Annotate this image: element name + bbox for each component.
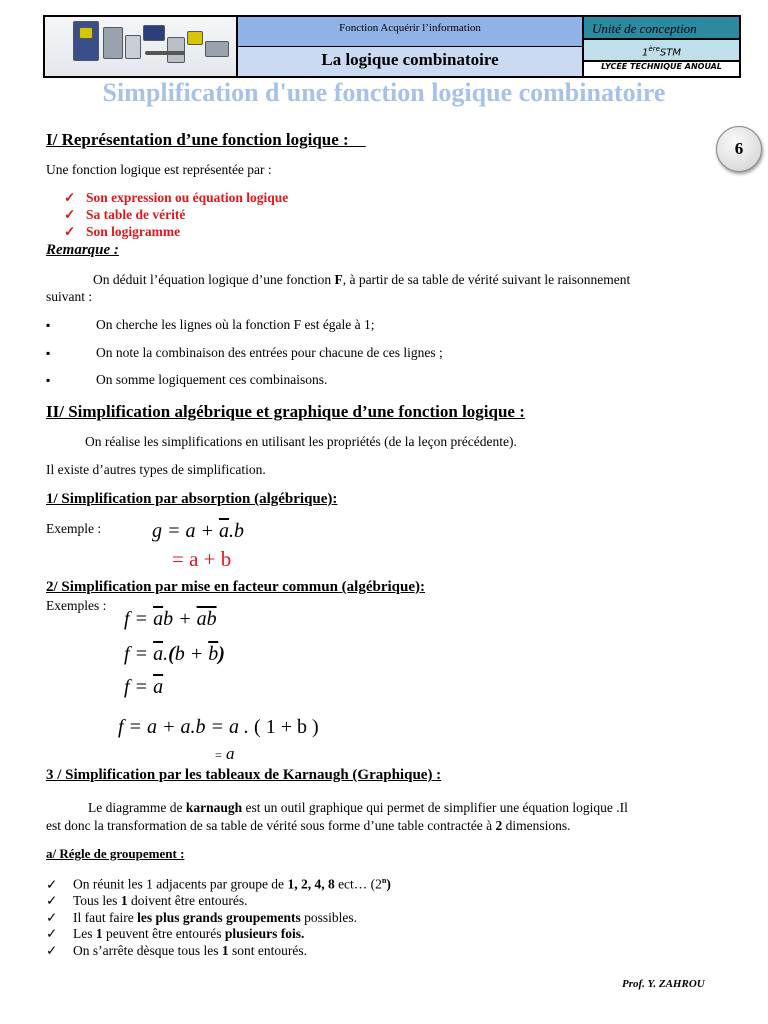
- representation-list: [64, 190, 288, 241]
- factor-equation-4: f = a + a.b = a . ( 1 + b ): [118, 716, 319, 738]
- list-item: ✓ Son logigramme: [64, 224, 181, 239]
- sub2-example-label: Exemples :: [46, 598, 107, 613]
- section1-title: I/ Représentation d’une fonction logique :: [46, 130, 349, 149]
- remark-title: Remarque :: [46, 242, 119, 258]
- section2-p1: On réalise les simplifications en utilisant les propriétés (de la leçon précédente).: [85, 434, 517, 449]
- page-number-badge: 6: [716, 126, 762, 172]
- remark-line1: On déduit l’équation logique d’une fonction F, à partir de sa table de vérité suivant le raisonnement: [93, 272, 631, 287]
- list-item: ✓ Les 1 peuvent être entourés plusieurs fois.: [46, 926, 305, 941]
- list-item: ✓ Tous les 1 doivent être entourés.: [46, 893, 248, 908]
- sub1-example-label: Exemple :: [46, 521, 102, 536]
- check-icon: ✓: [46, 909, 58, 925]
- check-icon: ✓: [46, 942, 58, 958]
- absorption-equation: $g = a + \overline{a}.b$: [152, 520, 244, 542]
- school-label: LYCÉE TECHNIQUE ANOUAL: [582, 60, 739, 76]
- list-item: ✓ Sa table de vérité: [64, 207, 186, 222]
- check-icon: ✓: [64, 224, 76, 239]
- list-item: ✓ Il faut faire les plus grands groupements possibles.: [46, 909, 358, 925]
- factor-equation-3: $f = \overline{a}$: [124, 676, 164, 698]
- function-label: Fonction Acquérir l’information: [238, 17, 582, 47]
- factor-equation-4-result: = a: [215, 744, 235, 763]
- section2-p2: Il existe d’autres types de simplification.: [46, 462, 266, 477]
- factor-equation-2: $f = \overline{a}.(b + \overline{b})$: [124, 643, 225, 665]
- check-icon: ✓: [46, 893, 58, 908]
- square-bullet-icon: ▪: [46, 318, 51, 332]
- list-item: ✓ On réunit les 1 adjacents par groupe de 1, 2, 4, 8 ect… (2$^n$): [46, 876, 391, 892]
- rules-title: a/ Régle de groupement :: [46, 846, 185, 861]
- header-table: [43, 15, 741, 78]
- sub3-title: 3 / Simplification par les tableaux de Karnaugh (Graphique) :: [46, 767, 442, 783]
- square-bullet-icon: ▪: [46, 346, 51, 360]
- author-footer: Prof. Y. ZAHROU: [622, 978, 705, 990]
- list-item: ▪ On note la combinaison des entrées pour chacune de ces lignes ;: [46, 345, 443, 360]
- list-item: ✓ Son expression ou équation logique: [64, 190, 289, 205]
- section2-title: II/ Simplification algébrique et graphique d’une fonction logique :: [46, 402, 525, 421]
- check-icon: ✓: [64, 207, 76, 222]
- grouping-rules-list: [46, 873, 391, 959]
- remark-line2: suivant :: [46, 289, 93, 304]
- sub1-title: 1/ Simplification par absorption (algébrique):: [46, 491, 338, 507]
- check-icon: ✓: [64, 190, 76, 205]
- sensors-image: [45, 17, 238, 76]
- list-item: ▪ On somme logiquement ces combinaisons.: [46, 372, 328, 387]
- karnaugh-paragraph-line2: est donc la transformation de sa table de vérité sous forme d’une table contractée à 2 dimensions.: [46, 818, 571, 833]
- square-bullet-icon: ▪: [46, 373, 51, 387]
- section1-intro: Une fonction logique est représentée par :: [46, 162, 272, 177]
- lesson-title: La logique combinatoire: [238, 47, 582, 76]
- factor-equation-1: $f = \overline{a}b + \overline{ab}$: [124, 608, 217, 630]
- sub2-title: 2/ Simplification par mise en facteur commun (algébrique):: [46, 579, 425, 595]
- class-label: 1èreSTM: [582, 38, 739, 60]
- page-title: Simplification d'une fonction logique combinatoire: [102, 78, 666, 107]
- unit-label: Unité de conception: [582, 17, 739, 38]
- karnaugh-paragraph-line1: Le diagramme de karnaugh est un outil graphique qui permet de simplifier une équation logique .Il: [88, 800, 628, 815]
- list-item: ✓ On s’arrête dèsque tous les 1 sont entourés.: [46, 942, 307, 958]
- list-item: ▪ On cherche les lignes où la fonction F est égale à 1;: [46, 317, 375, 332]
- check-icon: ✓: [46, 876, 58, 892]
- absorption-result: = a + b: [172, 547, 232, 571]
- check-icon: ✓: [46, 926, 58, 941]
